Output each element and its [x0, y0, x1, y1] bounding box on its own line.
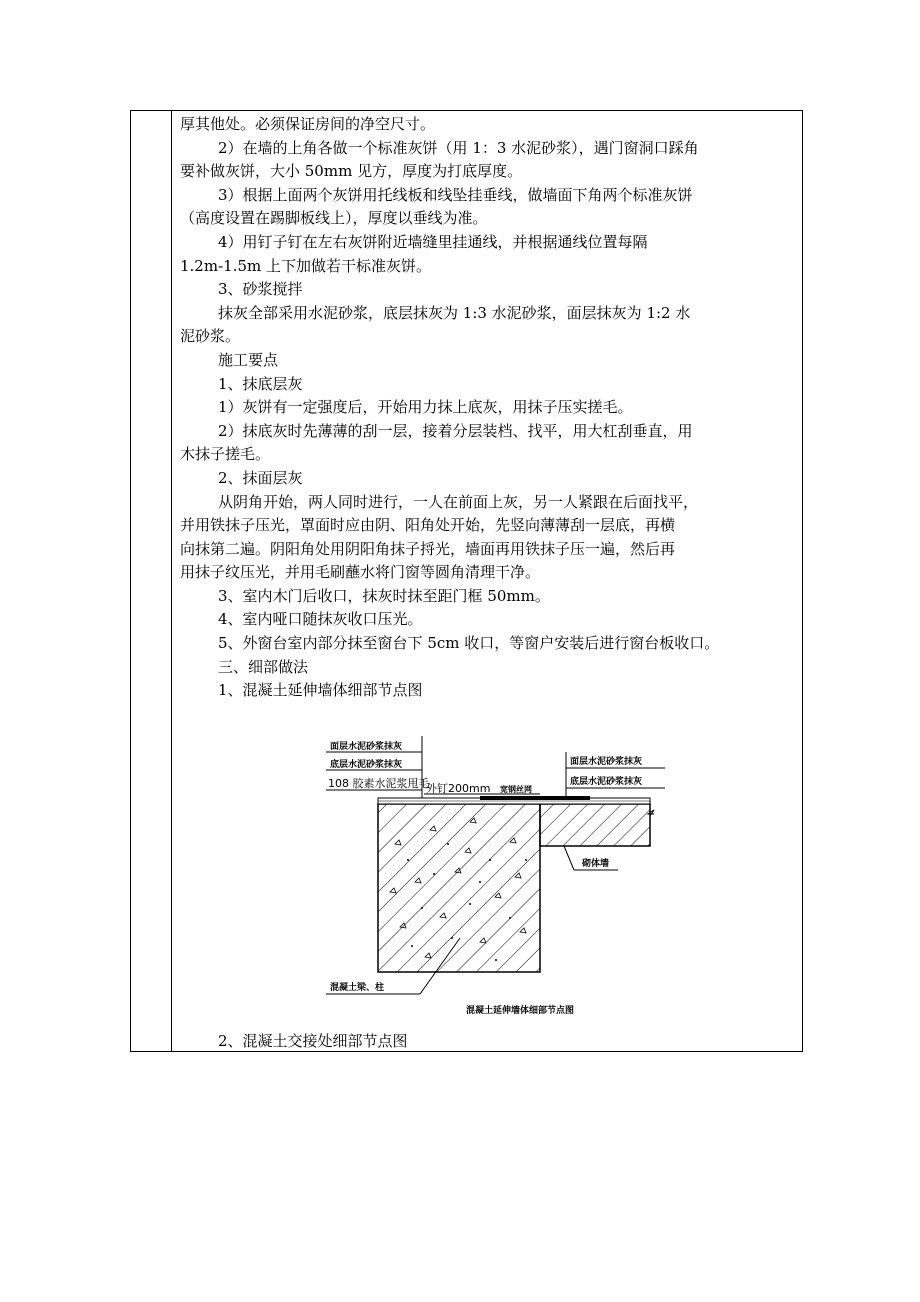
subheading-2: 2、混凝土交接处细部节点图: [218, 1032, 408, 1050]
text-line: 2、抹面层灰: [218, 468, 303, 487]
label-base-right: 底层水泥砂浆抹灰: [570, 777, 643, 787]
text-line: 厚其他处。必须保证房间的净空尺寸。: [180, 115, 436, 133]
text-line: 3）根据上面两个灰饼用托线板和线坠挂垂线，做墙面下角两个标准灰饼: [218, 185, 693, 204]
text-line: 泥砂浆。: [180, 327, 241, 346]
text-line: 木抹子搓毛。: [180, 445, 271, 464]
label-base-left: 底层水泥砂浆抹灰: [330, 760, 403, 770]
text-line: 要补做灰饼，大小 50mm 见方，厚度为打底厚度。: [180, 162, 523, 181]
label-108: 108 胶素水泥浆甩毛: [328, 777, 430, 790]
mesh-label: [424, 781, 540, 795]
text-line: 1、混凝土延伸墙体细部节点图: [218, 681, 423, 700]
text-line: 5、外窗台室内部分抹至窗台下 5cm 收口，等窗户安装后进行窗台板收口。: [218, 634, 720, 653]
text-line: 并用铁抹子压光，罩面时应由阴、阳角处开始，先竖向薄薄刮一层底，再横: [180, 516, 676, 535]
concrete-block: [378, 804, 540, 972]
detail-drawing: [320, 732, 670, 1022]
text-line: 施工要点: [218, 350, 279, 369]
text-line: （高度设置在踢脚板线上），厚度以垂线为准。: [180, 209, 488, 228]
text-line: 用抹子纹压光，并用毛刷蘸水将门窗等圆角清理干净。: [180, 563, 541, 582]
text-line: 抹灰全部采用水泥砂浆，底层抹灰为 1:3 水泥砂浆，面层抹灰为 1:2 水: [218, 303, 691, 322]
text-line: 向抹第二遍。阴阳角处用阴阳角抹子捋光，墙面再用铁抹子压一遍，然后再: [180, 539, 676, 558]
text-line: 4）用钉子钉在左右灰饼附近墙缝里挂通线，并根据通线位置每隔: [218, 232, 648, 251]
table-column-divider: [171, 110, 172, 1052]
text-line: 2）抹底灰时先薄薄的刮一层，接着分层装档、找平，用大杠刮垂直，用: [218, 421, 693, 440]
figure-caption: 混凝土延伸墙体细部节点图: [466, 1006, 575, 1016]
masonry-wall: [540, 804, 650, 846]
right-labels: [566, 752, 665, 798]
body-text: [180, 113, 798, 703]
text-line: 1）灰饼有一定强度后，开始用力抹上底灰，用抹子压实搓毛。: [218, 398, 633, 417]
text-line: 从阴角开始，两人同时进行，一人在前面上灰，另一人紧跟在后面找平，: [218, 492, 699, 511]
label-concrete: 混凝土梁、柱: [330, 983, 385, 993]
text-line: 1.2m-1.5m 上下加做若干标准灰饼。: [180, 256, 431, 275]
label-face-left: 面层水泥砂浆抹灰: [330, 742, 403, 752]
masonry-label: [564, 846, 618, 870]
text-line: 3、砂浆搅拌: [218, 280, 303, 299]
label-masonry: 砌体墙: [582, 859, 610, 869]
steel-mesh: [480, 796, 590, 800]
text-line: 三、细部做法: [218, 657, 309, 676]
label-face-right: 面层水泥砂浆抹灰: [570, 757, 643, 767]
label-mesh-text: 宽钢丝网: [500, 785, 532, 794]
text-line: 2）在墙的上角各做一个标准灰饼（用 1：3 水泥砂浆），遇门窗洞口踩角: [218, 138, 699, 157]
label-mesh-num: 外钉200mm: [426, 782, 491, 795]
left-labels: [326, 736, 430, 798]
text-line: 4、室内哑口随抹灰收口压光。: [218, 610, 423, 629]
text-line: 3、室内木门后收口，抹灰时抹至距门框 50mm。: [218, 586, 550, 605]
text-line: 1、抹底层灰: [218, 374, 303, 393]
